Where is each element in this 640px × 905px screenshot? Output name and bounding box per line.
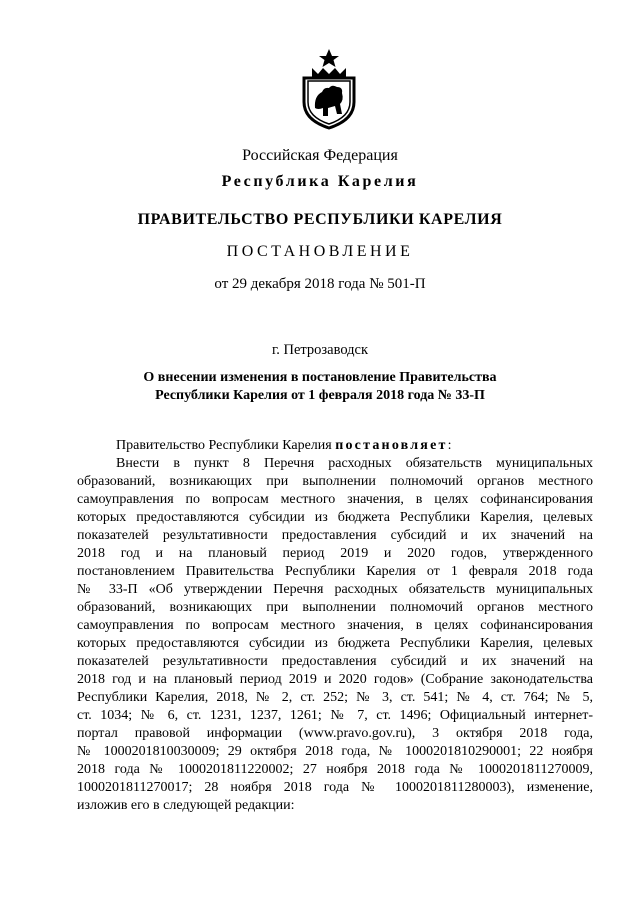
body-line: образований, возникающих при выполнении полномочий органов местного	[77, 600, 593, 615]
intro-paragraph	[116, 437, 451, 455]
body-line: которых предоставляются субсидии из бюджета Республики Карелия, целевых	[77, 636, 593, 651]
body-line: 2018 год и на плановый период 2019 и 2020 годов» (Собрание законодательства	[77, 672, 593, 687]
body-line: портал правовой информации (www.pravo.gov.ru), 3 октября 2018 года,	[77, 726, 593, 741]
body-line: Республики Карелия, 2018, № 2, ст. 252; № 3, ст. 541; № 4, ст. 764; № 5,	[77, 690, 593, 705]
intro-end: :	[447, 438, 452, 453]
coat-of-arms-icon	[298, 48, 360, 130]
body-line: показателей результативности предоставления субсидий и их значений на	[77, 528, 593, 543]
body-line: образований, возникающих при выполнении полномочий органов местного	[77, 474, 593, 489]
country-name: Российская Федерация	[242, 147, 398, 164]
body-line: самоуправления по вопросам местного значения, в целях софинансирования	[77, 492, 593, 507]
republic-name: Республика Карелия	[221, 173, 419, 190]
intro-text: Правительство Республики Карелия	[116, 438, 336, 453]
body-line: которых предоставляются субсидии из бюджета Республики Карелия, целевых	[77, 510, 593, 525]
body-line: 2018 года № 1000201811220002; 27 ноября 2018 года № 1000201811270009,	[77, 762, 593, 777]
body-paragraph	[77, 455, 593, 815]
document-title-line: О внесении изменения в постановление Правительства	[143, 370, 497, 385]
document-type: ПОСТАНОВЛЕНИЕ	[226, 243, 414, 260]
document-title-line: Республики Карелия от 1 февраля 2018 года № 33-П	[155, 388, 485, 403]
body-line: постановлением Правительства Республики Карелия от 1 февраля 2018 года	[77, 564, 593, 579]
body-line: Внести в пункт 8 Перечня расходных обязательств муниципальных	[116, 456, 593, 471]
document-date-number: от 29 декабря 2018 года № 501-П	[214, 276, 426, 292]
intro-emphasis: постановляет	[335, 438, 448, 453]
city-name: г. Петрозаводск	[271, 342, 369, 358]
body-line: изложив его в следующей редакции:	[77, 798, 295, 813]
body-line: ст. 1034; № 6, ст. 1231, 1237, 1261; № 7, ст. 1496; Официальный интернет-	[77, 708, 593, 723]
body-line: показателей результативности предоставления субсидий и их значений на	[77, 654, 593, 669]
document-title	[0, 369, 640, 405]
body-line: 1000201811270017; 28 ноября 2018 года № 1000201811280003), изменение,	[77, 780, 593, 795]
body-line: 2018 год и на плановый период 2019 и 2020 годов, утвержденного	[77, 546, 593, 561]
body-line: самоуправления по вопросам местного значения, в целях софинансирования	[77, 618, 593, 633]
government-name: ПРАВИТЕЛЬСТВО РЕСПУБЛИКИ КАРЕЛИЯ	[137, 211, 503, 228]
body-line: № 1000201810030009; 29 октября 2018 года, № 1000201810290001; 22 ноября	[77, 744, 593, 759]
body-line: № 33-П «Об утверждении Перечня расходных обязательств муниципальных	[77, 582, 593, 597]
